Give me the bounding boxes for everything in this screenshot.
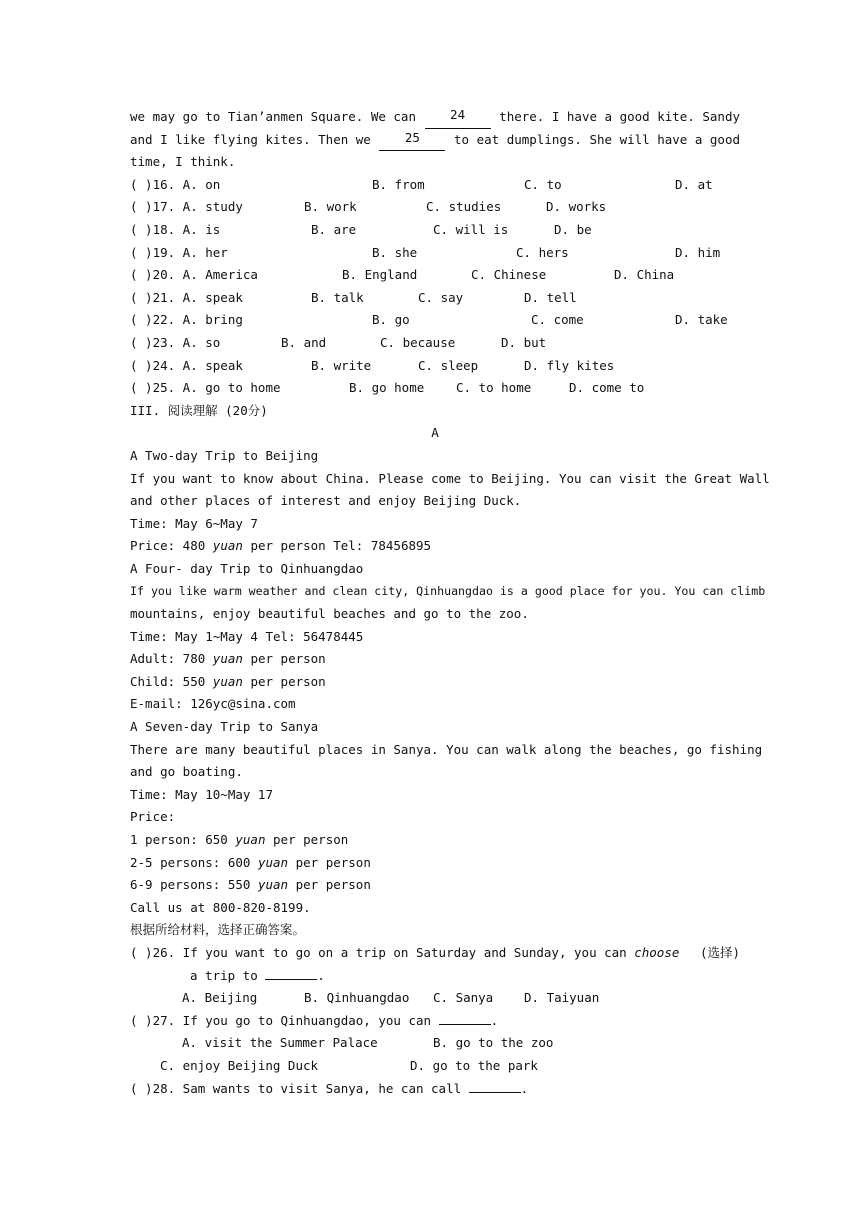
cloze-text: and I like flying kites. Then we — [130, 131, 371, 147]
trip-2-title: A Four- day Trip to Qinhuangdao — [130, 560, 364, 576]
question-28-stem: ( )28. Sam wants to visit Sanya, he can call . — [130, 1078, 740, 1101]
trip-3-desc-1: There are many beautiful places in Sanya. You can walk along the beaches, go fishing — [130, 741, 763, 757]
question-22: ( )22. A. bring B. go C. come D. take — [130, 312, 728, 328]
question-26-stem: ( )26. If you want to go on a trip on Saturday and Sunday, you can choose (选择) — [130, 944, 740, 960]
trip-3-price-label: Price: — [130, 809, 176, 825]
trip-2-adult-price: Adult: 780 yuan per person — [130, 651, 326, 667]
worksheet-page — [130, 106, 770, 1100]
blank-25: 25 — [379, 129, 445, 152]
trip-2-email: E-mail: 126yc@sina.com — [130, 696, 296, 712]
question-20: ( )20. A. America B. England C. Chinese D. China — [130, 267, 675, 283]
cloze-line-1 — [130, 106, 740, 129]
trip-1-price: Price: 480 yuan per person Tel: 78456895 — [130, 538, 432, 554]
answer-blank — [469, 1078, 521, 1093]
question-27-stem: ( )27. If you go to Qinhuangdao, you can . — [130, 1010, 740, 1033]
cloze-text: to eat dumplings. She will have a good — [454, 131, 740, 147]
trip-3-price-1: 1 person: 650 yuan per person — [130, 832, 349, 847]
question-23: ( )23. A. so B. and C. because D. but — [130, 334, 547, 350]
question-16: ( )16. A. on B. from C. to D. at — [130, 176, 713, 192]
passage-label: A — [431, 425, 439, 441]
instruction: 根据所给材料，选择正确答案。 — [130, 922, 306, 938]
question-24: ( )24. A. speak B. write C. sleep D. fly kites — [130, 357, 615, 373]
answer-blank — [265, 965, 317, 980]
trip-3-price-2: 2-5 persons: 600 yuan per person — [130, 854, 371, 870]
cloze-text: we may go to Tian’anmen Square. We can — [130, 109, 416, 124]
trip-3-title: A Seven-day Trip to Sanya — [130, 719, 319, 735]
trip-3-price-3: 6-9 persons: 550 yuan per person — [130, 877, 371, 893]
cloze-line-3: time, I think. — [130, 154, 236, 170]
trip-3-call: Call us at 800-820-8199. — [130, 899, 311, 915]
trip-2-desc-2: mountains, enjoy beautiful beaches and go to the zoo. — [130, 606, 529, 622]
question-26-options: A. Beijing B. Qinhuangdao C. Sanya D. Taiyuan — [182, 990, 600, 1006]
trip-1-time: Time: May 6~May 7 — [130, 515, 258, 531]
trip-2-time: Time: May 1~May 4 Tel: 56478445 — [130, 628, 364, 644]
trip-3-desc-2: and go boating. — [130, 764, 243, 780]
blank-24: 24 — [425, 106, 491, 129]
question-25: ( )25. A. go to home B. go home C. to home D. come to — [130, 380, 645, 396]
question-18: ( )18. A. is B. are C. will is D. be — [130, 221, 592, 237]
trip-3-time: Time: May 10~May 17 — [130, 786, 273, 802]
trip-2-desc-1: If you like warm weather and clean city, Qinhuangdao is a good place for you. You can climb — [130, 584, 766, 599]
question-17: ( )17. A. study B. work C. studies D. works — [130, 199, 607, 215]
answer-blank — [439, 1010, 491, 1025]
section-heading: III. 阅读理解 (20分) — [130, 402, 268, 418]
cloze-text: there. I have a good kite. Sandy — [499, 109, 740, 124]
trip-2-child-price: Child: 550 yuan per person — [130, 673, 326, 689]
cloze-line-2 — [130, 129, 740, 152]
trip-1-desc-1: If you want to know about China. Please come to Beijing. You can visit the Great Wall — [130, 470, 770, 486]
trip-1-title: A Two-day Trip to Beijing — [130, 447, 319, 463]
question-19: ( )19. A. her B. she C. hers D. him — [130, 244, 721, 260]
question-26-stem-2: a trip to . — [130, 965, 740, 988]
trip-1-desc-2: and other places of interest and enjoy Beijing Duck. — [130, 493, 522, 509]
question-27-options-2: C. enjoy Beijing Duck D. go to the park — [160, 1057, 538, 1073]
question-21: ( )21. A. speak B. talk C. say D. tell — [130, 289, 577, 305]
question-27-options-1: A. visit the Summer Palace B. go to the zoo — [182, 1035, 554, 1051]
